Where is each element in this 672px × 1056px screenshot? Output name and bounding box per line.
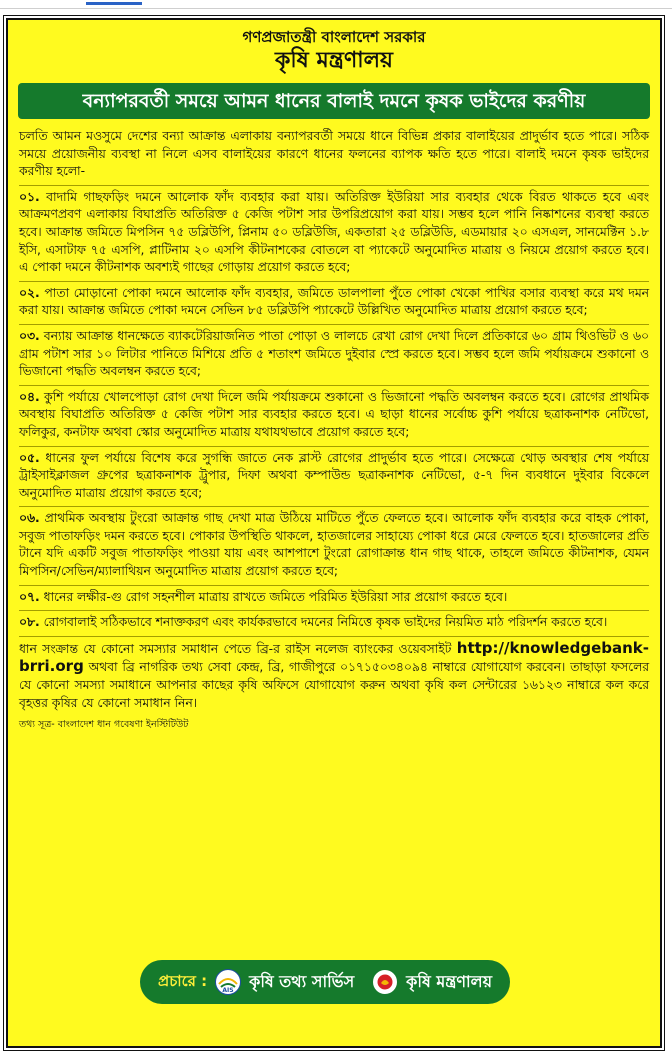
item-text: কুশি পর্যায়ে খোলপোড়া রোগ দেখা দিলে জমি পর্যায়ক্রমে শুকানো ও ভিজানো পদ্ধতি অবলম্বন করতে হবে। রোগের প্রাথমিক অবস্থায় বিঘাপ্রতি অতিরিক্ত ৫ কেজি পটাশ সার ব্যবহার করতে হবে। এ ছাড়া ধানের সর্বোচ্চ কুশি পর্যায়ে ছত্রাকনাশক নেটিভো, ফলিকুর, কনটাফ অথবা স্কোর অনুমোদিত মাত্রায় যথাযথভাবে প্রয়োগ করতে হবে; bbox=[19, 389, 649, 439]
item-text: বন্যায় আক্রান্ত ধানক্ষেতে ব্যাকটেরিয়াজনিত পাতা পোড়া ও লালচে রেখা রোগ দেখা দিলে প্রতিকারে ৬০ গ্রাম থিওভিট ও ৬০ গ্রাম পটাশ সার ১০ লিটার পানিতে মিশিয়ে প্রতি ৫ শতাংশ জমিতে দুইবার স্প্রে করতে হবে। সম্ভব হলে জমি পর্যায়ক্রমে শুকানো ও ভিজানো পদ্ধতি অবলম্বন করতে হবে; bbox=[19, 328, 649, 379]
item-number: ০১. bbox=[19, 189, 40, 204]
item-05 bbox=[19, 446, 649, 507]
item-number: ০৬. bbox=[19, 511, 40, 526]
publicity-footer bbox=[140, 960, 510, 1004]
item-text: বাদামি গাছফড়িং দমনে আলোক ফাঁদ ব্যবহার করা যায়। অতিরিক্ত ইউরিয়া সার ব্যবহার থেকে বিরত থাকতে হবে এবং আক্রমণপ্রবণ এলাকায় বিঘাপ্রতি অতিরিক্ত ৫ কেজি পটাশ সার উপরিপ্রয়োগ করা যায়। সম্ভব হলে পানি নিষ্কাশনের ব্যবস্থা করতে হবে। আক্রান্ত জমিতে মিপসিন ৭৫ ডব্লিউপি, প্লিনাম ৫০ ডব্লিউজি, একতারা ২৫ ডব্লিউডি, এডমায়ার ২০ এসএল, সানমেক্টিন ১.৮ ইসি, এসাটাফ ৭৫ এসপি, প্লাটিনাম ২০ এসপি কীটনাশকের বোতলে বা প্যাকেটে অনুমোদিত মাত্রায় ও নিয়মে প্রয়োগ করতে হবে। এ পোকা দমনে কীটনাশক অবশ্যই গাছের গোড়ায় প্রয়োগ করতে হবে; bbox=[19, 189, 649, 275]
item-08 bbox=[19, 610, 649, 636]
item-03 bbox=[19, 324, 649, 385]
notice-panel bbox=[6, 18, 662, 1048]
item-text: প্রাথমিক অবস্থায় টুংরো আক্রান্ত গাছ দেখা মাত্র উঠিয়ে মাটিতে পুঁতে ফেলতে হবে। আলোক ফাঁদ ব্যবহার করে বাহক পোকা, সবুজ পাতাফড়িং দমন করতে হবে। পোকার উপস্থিতি থাকলে, হাতজালের সাহায্যে পোকা ধরে মেরে ফেলতে হবে। হাতজালের প্রতি টানে যদি একটি সবুজ পাতাফড়িং পাওয়া যায় এবং আশপাশে টুংরো রোগাক্রান্ত ধান গাছ থাকে, তাহলে জমিতে কীটনাশক, যেমন মিপসিন/সেভিন/ম্যালাথিয়ন অনুমোদিত মাত্রায় প্রয়োগ করতে হবে; bbox=[19, 511, 649, 579]
item-text: ধানের লক্ষীর-গু রোগ সহনশীল মাত্রায় রাখতে জমিতে পরিমিত ইউরিয়া সার প্রয়োগ করতে হবে। bbox=[43, 589, 508, 604]
item-number: ০৫. bbox=[19, 450, 40, 465]
notice-body bbox=[8, 119, 660, 733]
item-number: ০২. bbox=[19, 285, 40, 300]
notice-header bbox=[8, 20, 660, 75]
ais-logo-text: AIS bbox=[222, 987, 234, 994]
ais-logo-icon bbox=[215, 969, 241, 995]
headline-banner: বন্যাপরবর্তী সময়ে আমন ধানের বালাই দমনে কৃষক ভাইদের করণীয় bbox=[18, 83, 650, 119]
item-04 bbox=[19, 385, 649, 446]
government-title: গণপ্রজাতন্ত্রী বাংলাদেশ সরকার bbox=[242, 28, 426, 46]
item-number: ০৮. bbox=[19, 615, 40, 630]
item-number: ০৭. bbox=[19, 589, 40, 604]
contact-paragraph bbox=[19, 636, 649, 716]
item-06 bbox=[19, 506, 649, 584]
item-02 bbox=[19, 281, 649, 324]
item-text: ধানের ফুল পর্যায়ে বিশেষ করে সুগন্ধি জাতে নেক ব্লাস্ট রোগের প্রাদুর্ভাব হতে পারে। সেক্ষেত্রে থোড় অবস্থার শেষ পর্যায়ে ট্রাইসাইক্লাজল গ্রুপের ছত্রাকনাশক ট্রুপার, দিফা অথবা কম্পাউন্ড ছত্রাকনাশক নেটিভো, ৫-৭ দিন ব্যবধানে দুইবার বিকেলে অনুমোদিত মাত্রায় প্রয়োগ করতে হবে; bbox=[19, 450, 649, 500]
source-credit: তথ্য সূত্র- বাংলাদেশ ধান গবেষণা ইনস্টিটিউট bbox=[19, 719, 189, 731]
ais-label: কৃষি তথ্য সার্ভিস bbox=[249, 971, 355, 991]
item-07 bbox=[19, 585, 649, 611]
ministry-title: কৃষি মন্ত্রণালয় bbox=[274, 48, 393, 73]
item-01 bbox=[19, 185, 649, 281]
item-number: ০৪. bbox=[19, 389, 40, 404]
top-strip-mark bbox=[86, 2, 142, 5]
intro-paragraph: চলতি আমন মওসুমে দেশের বন্যা আক্রান্ত এলাকায় বন্যাপরবর্তী সময়ে ধানে বিভিন্ন প্রকার বালাইয়ের প্রাদুর্ভাব হতে পারে। সঠিক সময়ে প্রয়োজনীয় ব্যবস্থা না নিলে এসব বালাইয়ের কারণে ধানের ফলনের ব্যাপক ক্ষতি হতে পারে। বালাই দমনে কৃষক ভাইদের করণীয় হলো- bbox=[19, 129, 649, 179]
ministry-emblem-icon bbox=[372, 969, 398, 995]
item-number: ০৩. bbox=[19, 328, 40, 343]
footer-prefix: প্রচারে : bbox=[158, 971, 208, 990]
contact-text-after: অথবা ব্রি নাগরিক তথ্য সেবা কেন্দ্র, ব্রি, গাজীপুরে ০১৭১৫০৩৪০৯৪ নাম্বারে যোগাযোগ করবেন। তাছাড়া ফসলের যে কোনো সমস্যা সমাধানে আপনার কাছের কৃষি অফিসে যোগাযোগ করুন অথবা কৃষি কল সেন্টারের ১৬১২৩ নাম্বারে কল করে বৃহত্তর কৃষির যে কোনো সমাধান নিন। bbox=[19, 660, 649, 710]
page-top-strip bbox=[0, 0, 672, 9]
website-url: http://knowledgebank-brri.org bbox=[19, 638, 649, 676]
contact-text-before: ধান সংক্রান্ত যে কোনো সমস্যার সমাধান পেতে ব্রি-র রাইস নলেজ ব্যাংকের ওয়েবসাইট bbox=[19, 641, 452, 656]
ministry-label: কৃষি মন্ত্রণালয় bbox=[406, 971, 492, 991]
item-text: রোগবালাই সঠিকভাবে শনাক্তকরণ এবং কার্যকরভাবে দমনের নিমিত্তে কৃষক ভাইদের নিয়মিত মাঠ পরিদর্শন করতে হবে। bbox=[43, 615, 608, 630]
item-text: পাতা মোড়ানো পোকা দমনে আলোক ফাঁদ ব্যবহার, জমিতে ডালপালা পুঁতে পোকা খেকো পাখির বসার ব্যবস্থা করে মথ দমন করা যায়। আক্রান্ত জমিতে পোকা দমনে সেভিন ৮৫ ডব্লিউপি প্যাকেটে উল্লিখিত অনুমোদিত মাত্রায় প্রয়োগ করতে হবে; bbox=[19, 285, 649, 318]
